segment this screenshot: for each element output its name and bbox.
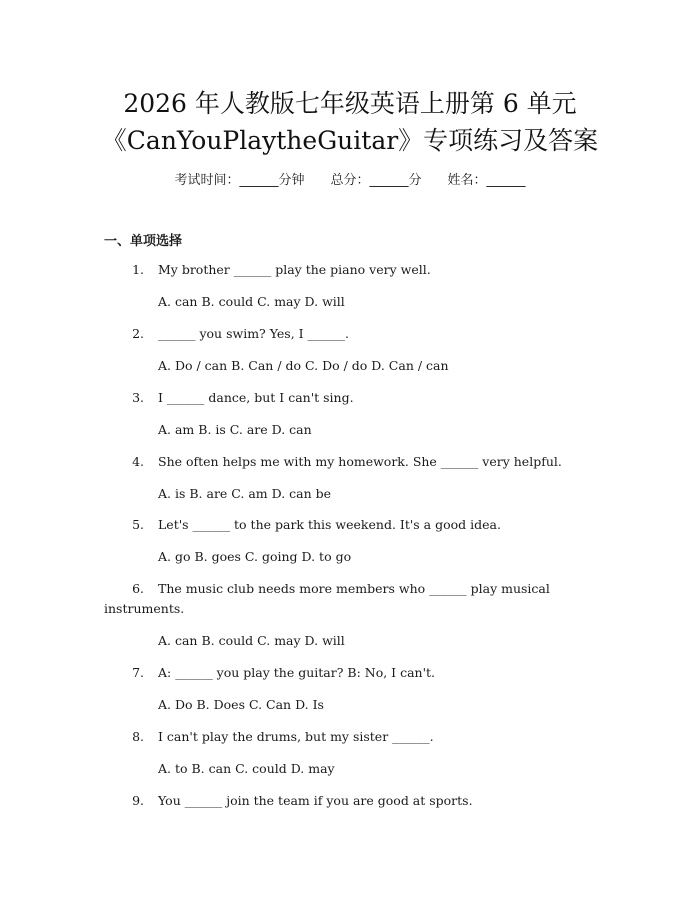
question-4-options: A. is B. are C. am D. can be (158, 486, 332, 501)
question-8-options: A. to B. can C. could D. may (158, 761, 335, 776)
exam-time-field: 考试时间：______分钟 (174, 173, 305, 188)
question-number: 6. (132, 581, 144, 596)
question-text: The music club needs more members who ______ play musical (158, 581, 550, 596)
question-text: My brother ______ play the piano very well. (158, 262, 431, 277)
question-text: I ______ dance, but I can't sing. (158, 390, 354, 405)
question-number: 8. (132, 729, 144, 744)
question-text: Let's ______ to the park this weekend. It's a good idea. (158, 517, 501, 532)
question-6-text-continued: instruments. (104, 601, 185, 616)
question-number: 7. (132, 665, 144, 680)
question-2-options: A. Do / can B. Can / do C. Do / do D. Can / can (158, 358, 449, 373)
question-number: 3. (132, 390, 144, 405)
question-1-options: A. can B. could C. may D. will (158, 294, 345, 309)
document-title-line1: 2026 年人教版七年级英语上册第 6 单元 (123, 89, 577, 118)
question-3-options: A. am B. is C. are D. can (158, 422, 312, 437)
student-name-field: 姓名：______ (447, 173, 526, 188)
question-number: 5. (132, 517, 144, 532)
question-6-options: A. can B. could C. may D. will (158, 633, 345, 648)
question-text: She often helps me with my homework. She ______ very helpful. (158, 454, 562, 469)
question-text: A: ______ you play the guitar? B: No, I can't. (158, 665, 436, 680)
document-title-line2: 《CanYouPlaytheGuitar》专项练习及答案 (101, 126, 599, 155)
question-number: 2. (132, 326, 144, 341)
question-text: I can't play the drums, but my sister ______. (158, 729, 434, 744)
question-number: 9. (132, 793, 144, 808)
question-5-options: A. go B. goes C. going D. to go (158, 549, 352, 564)
question-number: 1. (132, 262, 144, 277)
question-7-options: A. Do B. Does C. Can D. Is (158, 697, 324, 712)
question-number: 4. (132, 454, 144, 469)
section-heading-single-choice: 一、单项选择 (104, 234, 183, 249)
question-text: You ______ join the team if you are good at sports. (158, 793, 473, 808)
total-score-field: 总分：______分 (330, 173, 422, 188)
question-text: ______ you swim? Yes, I ______. (158, 326, 350, 341)
exam-meta (0, 169, 700, 188)
